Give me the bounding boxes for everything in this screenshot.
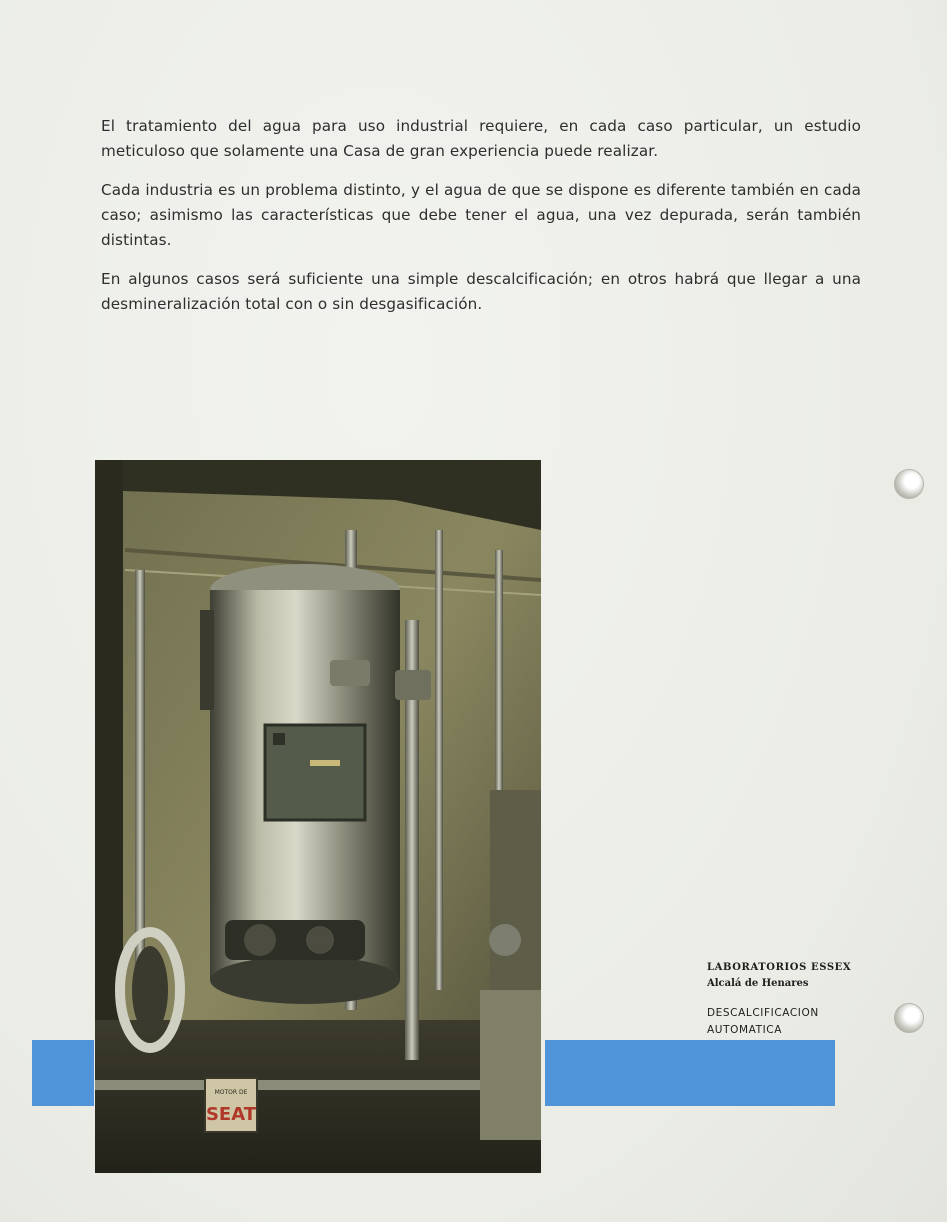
- nameplate-line-1: MOTOR DE: [214, 1089, 248, 1096]
- binder-hole-icon: [894, 469, 924, 499]
- caption-description-line-2: AUTOMATICA: [707, 1024, 782, 1036]
- blue-bar-left: [32, 1040, 94, 1106]
- paragraph-2: Cada industria es un problema distinto, y el agua de que se dispone es diferente también en cada caso; asimismo las características que debe tener el agua, una vez depurada, serán también distintas.: [101, 181, 861, 249]
- paragraph-1: El tratamiento del agua para uso industrial requiere, en cada caso particular, un estudio meticuloso que solamente una Casa de gran experiencia puede realizar.: [101, 117, 861, 160]
- caption-company: LABORATORIOS ESSEX: [707, 962, 852, 973]
- binder-hole-icon: [894, 1003, 924, 1033]
- blue-bar-right: [545, 1040, 835, 1106]
- caption-city: Alcalá de Henares: [707, 978, 809, 989]
- equipment-photo: [95, 460, 541, 1173]
- caption-description-line-1: DESCALCIFICACION: [707, 1007, 819, 1019]
- water-softener-illustration: [95, 460, 541, 1173]
- photo-caption: [707, 961, 907, 1039]
- paragraph-3: En algunos casos será suficiente una simple descalcificación; en otros habrá que llegar a una desmineralización total con o sin desgasificación.: [101, 270, 861, 313]
- nameplate-line-2: SEAT: [205, 1104, 257, 1125]
- body-text: [101, 114, 861, 331]
